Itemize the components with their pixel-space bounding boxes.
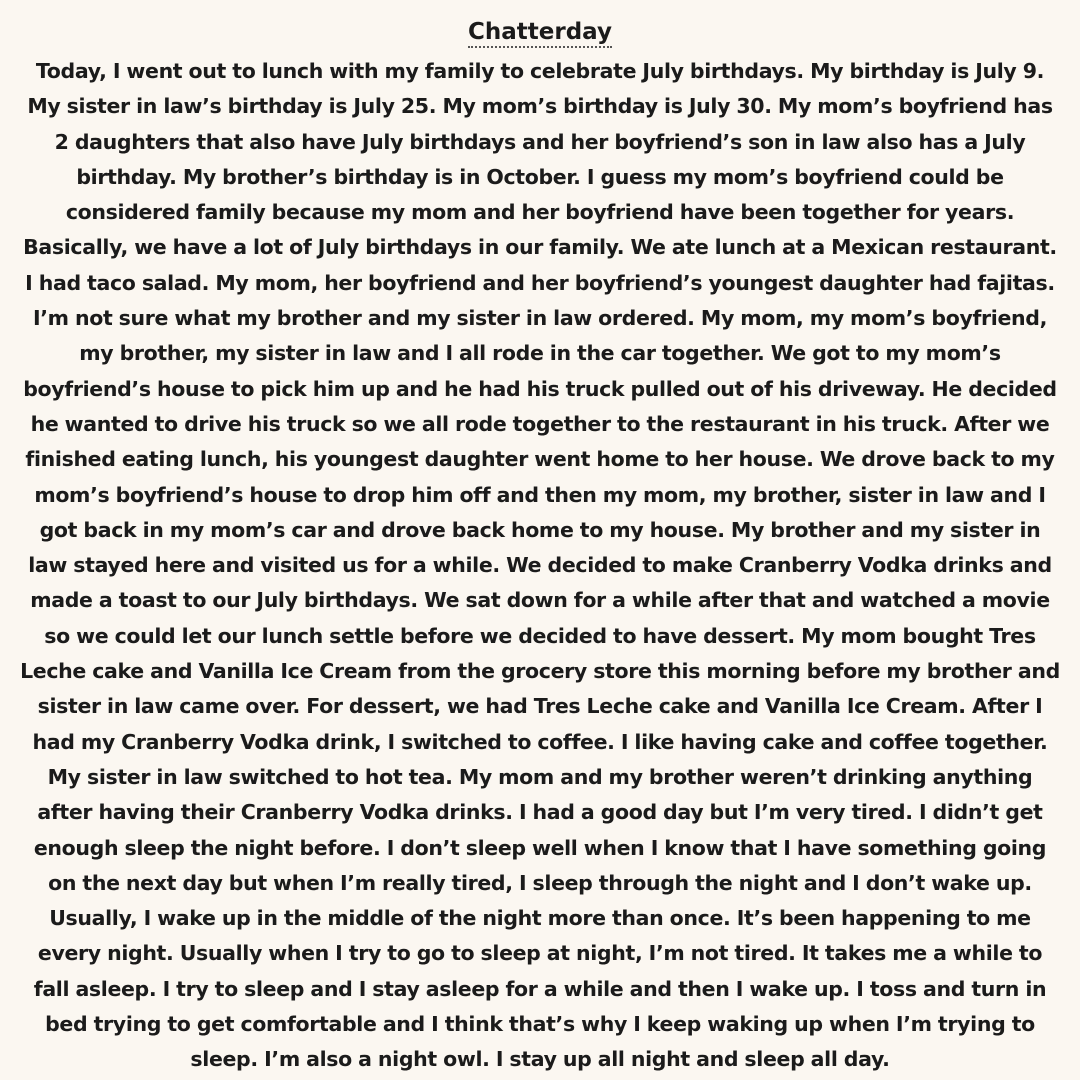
- page-title: [18, 14, 1062, 50]
- journal-entry-text: Today, I went out to lunch with my family to celebrate July birthdays. My birthday is July 9. My sister in law’s birthday is July 25. My mom’s birthday is July 30. My mom’s boyfriend has 2 daughters that also have July birthdays and her boyfriend’s son in law also has a July birthday. My brother’s birthday is in October. I guess my mom’s boyfriend could be considered family because my mom and her boyfriend have been together for years. Basically, we have a lot of July birthdays in our family. We ate lunch at a Mexican restaurant. I had taco salad. My mom, her boyfriend and her boyfriend’s youngest daughter had fajitas. I’m not sure what my brother and my sister in law ordered. My mom, my mom’s boyfriend, my brother, my sister in law and I all rode in the car together. We got to my mom’s boyfriend’s house to pick him up and he had his truck pulled out of his driveway. He decided he wanted to drive his truck so we all rode together to the restaurant in his truck. After we finished eating lunch, his youngest daughter went home to her house. We drove back to my mom’s boyfriend’s house to drop him off and then my mom, my brother, sister in law and I got back in my mom’s car and drove back home to my house. My brother and my sister in law stayed here and visited us for a while. We decided to make Cranberry Vodka drinks and made a toast to our July birthdays. We sat down for a while after that and watched a movie so we could let our lunch settle before we decided to have dessert. My mom bought Tres Leche cake and Vanilla Ice Cream from the grocery store this morning before my brother and sister in law came over. For dessert, we had Tres Leche cake and Vanilla Ice Cream. After I had my Cranberry Vodka drink, I switched to coffee. I like having cake and coffee together. My sister in law switched to hot tea. My mom and my brother weren’t drinking anything after having their Cranberry Vodka drinks. I had a good day but I’m very tired. I didn’t get enough sleep the night before. I don’t sleep well when I know that I have something going on the next day but when I’m really tired, I sleep through the night and I don’t wake up. Usually, I wake up in the middle of the night more than once. It’s been happening to me every night. Usually when I try to go to sleep at night, I’m not tired. It takes me a while to fall asleep. I try to sleep and I stay asleep for a while and then I wake up. I toss and turn in bed trying to get comfortable and I think that’s why I keep waking up when I’m trying to sleep. I’m also a night owl. I stay up all night and sleep all day.: [20, 59, 1060, 1072]
- page-title-text: Chatterday: [468, 19, 612, 48]
